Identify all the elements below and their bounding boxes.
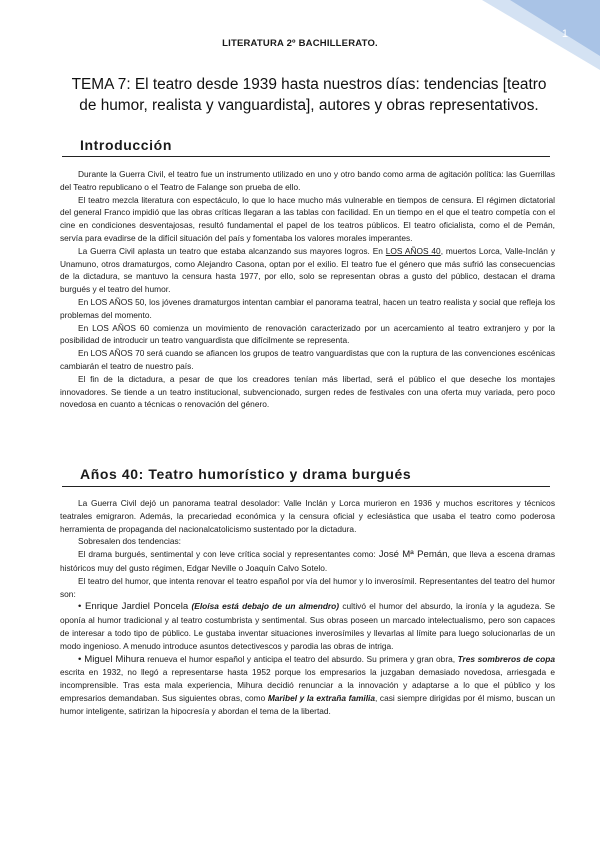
section40-paragraph: El teatro del humor, que intenta renovar el teatro español por vía del humor y lo inverosímil. Representantes del teatro del humor son: [60,575,555,599]
intro-paragraph: El teatro mezcla literatura con espectáculo, lo que lo hace mucho más vulnerable en tiempos de censura. El régimen dictatorial del general Franco impidió que las obras críticas llegaran a las tablas con facilidad. En un tiempo en el que el teatro competía con el cine en condiciones desventajosas, resultó fundamental el papel de los teatros públicos. El teatro oficialista, como el de Pemán, servía para evadirse de la difícil situación del país y fomentaba los valores morales imperantes. [60,194,556,243]
section40-paragraph: Sobresalen dos tendencias: [78,536,181,547]
intro-paragraph: En LOS AÑOS 70 será cuando se afiancen los grupos de teatro vanguardistas que con la ruptura de las convenciones escénicas cambiarán el teatro de nuestro país. [60,348,556,371]
intro-paragraph: El fin de la dictadura, a pesar de que los creadores tenían más libertad, será el público el que deseche los montajes innovadores. Se tiende a un teatro institucional, subvencionado, surgen redes de festivales con una oferta muy variada, pero poco novedosa en cuanto a técnicas o renovación del género. [60,373,555,410]
intro-paragraph: La Guerra Civil aplasta un teatro que estaba alcanzando sus mayores logros. En LOS AÑOS 40, muertos Lorca, Valle-Inclán y Unamuno, otros dramaturgos, como Alejandro Casona, optan por el exilio. El teatro fue el género que más sufrió las consecuencias de la dictadura, se mantuvo la censura hasta 1977, por ello, solo se representan obras a gusto del público, destacan el drama burgués y el teatro del humor. [60,245,555,295]
section40-heading: Años 40: Teatro humorístico y drama burgués [80,466,412,482]
section40-paragraph: • Enrique Jardiel Poncela (Eloísa está debajo de un almendro) cultivó el humor del absurdo, la ironía y la agudeza. Se oponía al humor tradicional y al teatro costumbrista y sentimental. Sus obras poseen un marcado intelectualismo, pero son capaces de interesar a todo tipo de público. Le gustaba inventar situaciones inverosímiles y llevarlas al límite para luego solucionarlas de un modo ingenioso. A menudo introduce asuntos detectivescos y parodia las obras de intriga. [60,601,555,651]
intro-heading-rule [62,156,550,157]
section40-body [60,497,555,718]
corner-decoration [482,0,600,70]
section40-paragraph: La Guerra Civil dejó un panorama teatral desolador: Valle Inclán y Lorca murieron en 1936 y muchos escritores y técnicos teatrales emigraron. Además, la precariedad económica y la censura oficial y eclesiástica que usaba el teatro como poderosa herramienta de propaganda del nacionalcatolicismo sustentado por la dictadura. [60,498,555,534]
intro-paragraph: En LOS AÑOS 50, los jóvenes dramaturgos intentan cambiar el panorama teatral, hacen un teatro realista y social que refleja los problemas del momento. [60,296,555,320]
section40-heading-rule [62,486,550,487]
intro-heading: Introducción [80,137,172,153]
section40-paragraph: El drama burgués, sentimental y con leve crítica social y representantes como: José Mª Pemán, que lleva a escena dramas históricos muy del gusto régimen, Edgar Neville o Joaquín Calvo Sotelo. [60,549,555,573]
intro-body [60,168,555,411]
page-header: LITERATURA 2º BACHILLERATO. [222,38,378,49]
page-number: 1 [561,28,568,40]
section40-paragraph: • Miguel Mihura renueva el humor español y anticipa el teatro del absurdo. Su primera y gran obra, Tres sombreros de copa escrita en 1932, no llegó a representarse hasta 1952 porque los empresarios la juzgaban demasiado novedosa, arriesgada e incomprensible. Tras esta mala experiencia, Mihura decidió renunciar a la innovación y adaptarse a lo que el público y los empresarios demandaban. Sus siguientes obras, como Maribel y la extraña familia, casi siempre dirigidas por él mismo, buscan un humor inteligente, satirizan la hipocresía y abordan el tema de la libertad. [60,653,556,716]
intro-paragraph: Durante la Guerra Civil, el teatro fue un instrumento utilizado en uno y otro bando como arma de agitación política: las Guerrillas del Teatro republicano o el Teatro de Falange son prueba de ello. [60,169,555,192]
intro-paragraph: En LOS AÑOS 60 comienza un movimiento de renovación caracterizado por un acercamiento al teatro extranjero y por la posibilidad de introducir un teatro vanguardista que difícilmente se representa. [60,322,555,346]
tema-title: TEMA 7: El teatro desde 1939 hasta nuestros días: tendencias [teatro de humor, realista y vanguardista], autores y obras representativos. [71,76,547,114]
